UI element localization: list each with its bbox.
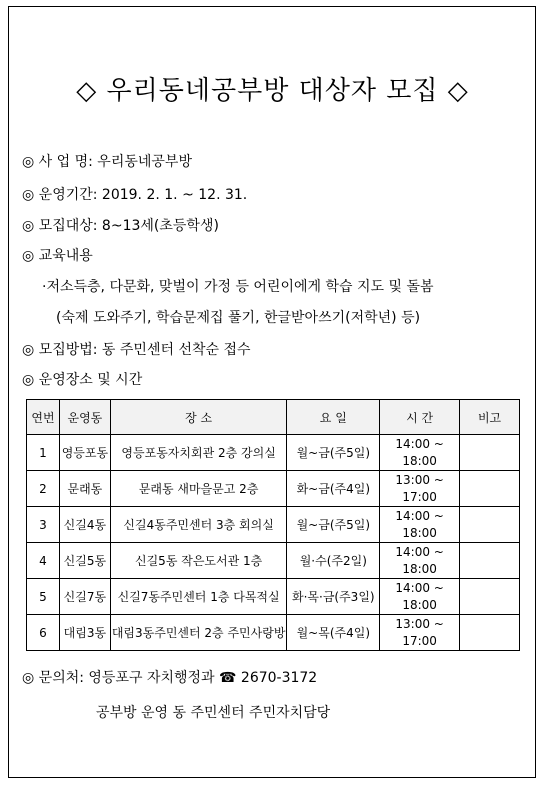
cell-no: 6 [27, 615, 60, 651]
cell-place: 신길4동주민센터 3층 회의실 [110, 507, 287, 543]
cell-dong: 신길7동 [59, 579, 110, 615]
time-start: 14:00 ~ [395, 580, 444, 595]
table-row [27, 471, 520, 507]
cell-day: 화~금(주4일) [287, 471, 380, 507]
cell-note [460, 435, 520, 471]
contact-department: 공부방 운영 동 주민센터 주민자치담당 [96, 705, 331, 721]
cell-note [460, 579, 520, 615]
time-start: 14:00 ~ [395, 436, 444, 451]
cell-dong: 문래동 [59, 471, 110, 507]
info-content-line2: (숙제 도와주기, 학습문제집 풀기, 한글받아쓰기(저학년) 등) [56, 310, 421, 326]
cell-day: 월~목(주4일) [287, 615, 380, 651]
header-note: 비고 [460, 400, 520, 435]
contact-line: ◎ 문의처: 영등포구 자치행정과 ☎ 2670-3172 [22, 670, 318, 686]
table-row [27, 615, 520, 651]
time-end: 18:00 [402, 561, 437, 576]
cell-no: 3 [27, 507, 60, 543]
table-row [27, 543, 520, 579]
document-frame [8, 6, 536, 778]
cell-time [380, 579, 460, 615]
header-no: 연번 [27, 400, 60, 435]
schedule-table [26, 399, 520, 651]
table-row [27, 579, 520, 615]
time-end: 18:00 [402, 597, 437, 612]
cell-note [460, 471, 520, 507]
cell-day: 월~금(주5일) [287, 507, 380, 543]
info-place-heading: ◎ 운영장소 및 시간 [22, 372, 143, 388]
info-program-name: ◎ 사 업 명: 우리동네공부방 [22, 154, 192, 170]
time-start: 13:00 ~ [395, 472, 444, 487]
header-place: 장 소 [110, 400, 287, 435]
header-dong: 운영동 [59, 400, 110, 435]
cell-place: 신길7동주민센터 1층 다목적실 [110, 579, 287, 615]
cell-day: 화·목·금(주3일) [287, 579, 380, 615]
info-content-heading: ◎ 교육내용 [22, 248, 93, 264]
cell-place: 문래동 새마을문고 2층 [110, 471, 287, 507]
cell-time [380, 471, 460, 507]
time-start: 14:00 ~ [395, 508, 444, 523]
info-target: ◎ 모집대상: 8~13세(초등학생) [22, 218, 219, 234]
cell-note [460, 615, 520, 651]
cell-dong: 대림3동 [59, 615, 110, 651]
cell-place: 영등포동자치회관 2층 강의실 [110, 435, 287, 471]
cell-no: 5 [27, 579, 60, 615]
cell-note [460, 507, 520, 543]
time-end: 17:00 [402, 633, 437, 648]
cell-day: 월~금(주5일) [287, 435, 380, 471]
table-row [27, 435, 520, 471]
info-method: ◎ 모집방법: 동 주민센터 선착순 접수 [22, 342, 251, 358]
time-start: 14:00 ~ [395, 544, 444, 559]
time-end: 18:00 [402, 453, 437, 468]
cell-no: 1 [27, 435, 60, 471]
cell-dong: 신길4동 [59, 507, 110, 543]
page-title: ◇ 우리동네공부방 대상자 모집 ◇ [76, 76, 469, 106]
cell-time [380, 507, 460, 543]
info-content-line1: ·저소득층, 다문화, 맞벌이 가정 등 어린이에게 학습 지도 및 돌봄 [42, 279, 434, 295]
cell-dong: 신길5동 [59, 543, 110, 579]
cell-day: 월·수(주2일) [287, 543, 380, 579]
time-start: 13:00 ~ [395, 616, 444, 631]
cell-no: 2 [27, 471, 60, 507]
cell-note [460, 543, 520, 579]
time-end: 17:00 [402, 489, 437, 504]
cell-time [380, 435, 460, 471]
cell-time [380, 543, 460, 579]
cell-no: 4 [27, 543, 60, 579]
table-header-row [27, 400, 520, 435]
cell-dong: 영등포동 [59, 435, 110, 471]
header-time: 시 간 [380, 400, 460, 435]
table-row [27, 507, 520, 543]
info-period: ◎ 운영기간: 2019. 2. 1. ~ 12. 31. [22, 187, 248, 203]
cell-time [380, 615, 460, 651]
time-end: 18:00 [402, 525, 437, 540]
cell-place: 대림3동주민센터 2층 주민사랑방 [110, 615, 287, 651]
header-day: 요 일 [287, 400, 380, 435]
cell-place: 신길5동 작은도서관 1층 [110, 543, 287, 579]
